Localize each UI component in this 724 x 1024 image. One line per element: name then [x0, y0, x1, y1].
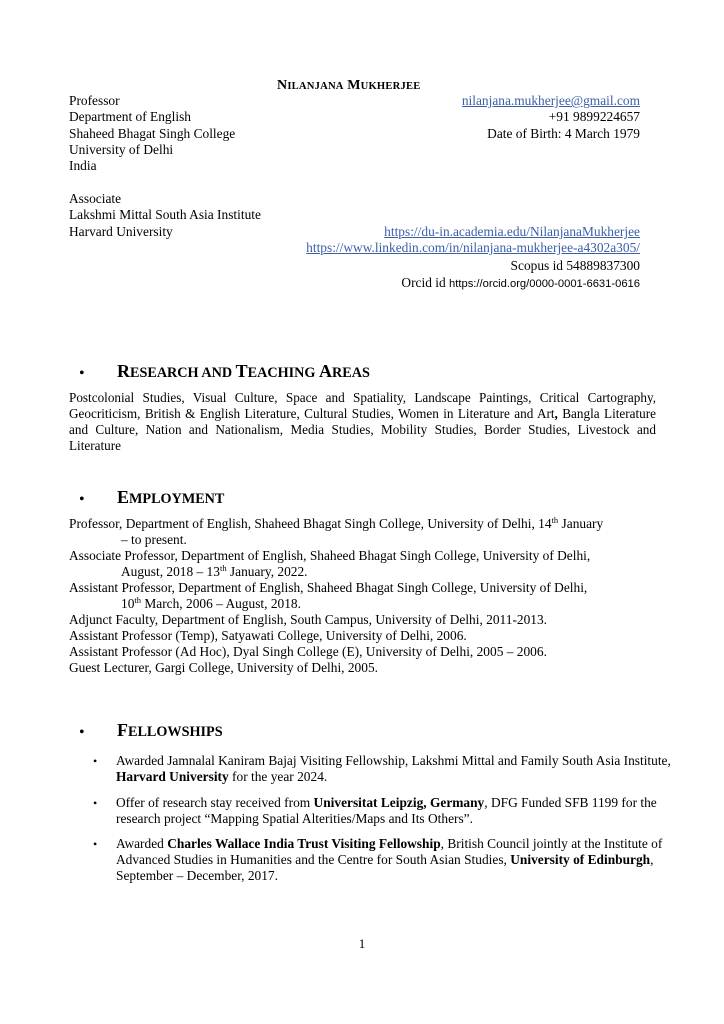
orcid-url[interactable]: https://orcid.org/0000-0001-6631-0616	[449, 278, 640, 290]
section-title-employment: EMPLOYMENT	[117, 487, 225, 507]
position-title: Professor	[69, 93, 120, 108]
list-bullet: •	[93, 837, 98, 851]
list-item: Professor, Department of English, Shaheed Bhagat Singh College, University of Delhi, 14th January – to present.	[69, 515, 604, 547]
list-item: Associate Professor, Department of English, Shaheed Bhagat Singh College, University of Delhi, August, 2018 – 13th January, 2022.	[69, 548, 591, 579]
orcid-label: Orcid id	[401, 275, 446, 290]
section-bullet: •	[79, 365, 85, 382]
list-item: Assistant Professor (Ad Hoc), Dyal Singh College (E), University of Delhi, 2005 – 2006.	[69, 644, 547, 659]
university: University of Delhi	[69, 142, 174, 157]
section-bullet: •	[79, 491, 85, 508]
research-areas-text: Postcolonial Studies, Visual Culture, Space and Spatiality, Landscape Paintings, Critical Cartography, Geocriticism, British & English Literature, Cultural Studies, Women in Literature and Art, Bangla Literature and Culture, Nation and Nationalism, Media Studies, Mobility Studies, Border Studies, Livestock and Literature	[69, 390, 656, 453]
section-bullet: •	[79, 724, 85, 741]
date-of-birth: Date of Birth: 4 March 1979	[487, 126, 640, 141]
employment-list	[69, 516, 669, 676]
list-item: Adjunct Faculty, Department of English, South Campus, University of Delhi, 2011-2013.	[69, 612, 548, 627]
list-item: Guest Lecturer, Gargi College, University of Delhi, 2005.	[69, 660, 378, 675]
list-bullet: •	[93, 796, 98, 810]
fellowship-item: Offer of research stay received from Universitat Leipzig, Germany, DFG Funded SFB 1199 for the research project “Mapping Spatial Alterities/Maps and Its Others”.	[116, 795, 657, 826]
list-bullet: •	[93, 754, 98, 768]
list-item: Assistant Professor (Temp), Satyawati College, University of Delhi, 2006.	[69, 628, 467, 643]
scopus-id: Scopus id 54889837300	[510, 258, 640, 273]
page-title: NILANJANA MUKHERJEE	[277, 78, 421, 93]
academia-link[interactable]: https://du-in.academia.edu/NilanjanaMukherjee	[384, 224, 640, 239]
fellowship-item: Awarded Jamnalal Kaniram Bajaj Visiting Fellowship, Lakshmi Mittal and Family South Asia Institute, Harvard University for the year 2024.	[116, 753, 671, 784]
orcid-line	[401, 275, 640, 292]
list-item: Assistant Professor, Department of English, Shaheed Bhagat Singh College, University of Delhi, 10th March, 2006 – August, 2018.	[69, 580, 588, 611]
email-link[interactable]: nilanjana.mukherjee@gmail.com	[461, 93, 640, 108]
country: India	[69, 158, 97, 173]
phone-number: +91 9899224657	[548, 109, 640, 124]
section-title-fellowships: FELLOWSHIPS	[117, 720, 223, 740]
section-title-research: RESEARCH AND TEACHING AREAS	[117, 361, 370, 381]
department: Department of English	[69, 109, 191, 124]
linkedin-link[interactable]: https://www.linkedin.com/in/nilanjana-mukherjee-a4302a305/	[306, 240, 640, 255]
associate-university: Harvard University	[69, 224, 173, 239]
associate-institute: Lakshmi Mittal South Asia Institute	[69, 207, 261, 222]
college: Shaheed Bhagat Singh College	[69, 126, 236, 141]
associate-role: Associate	[69, 191, 122, 206]
fellowship-item: Awarded Charles Wallace India Trust Visiting Fellowship, British Council jointly at the Institute of Advanced Studies in Humanities and the Centre for South Asian Studies, University of Edinburgh, September – December, 2017.	[116, 836, 663, 883]
page-number: 1	[358, 936, 366, 951]
